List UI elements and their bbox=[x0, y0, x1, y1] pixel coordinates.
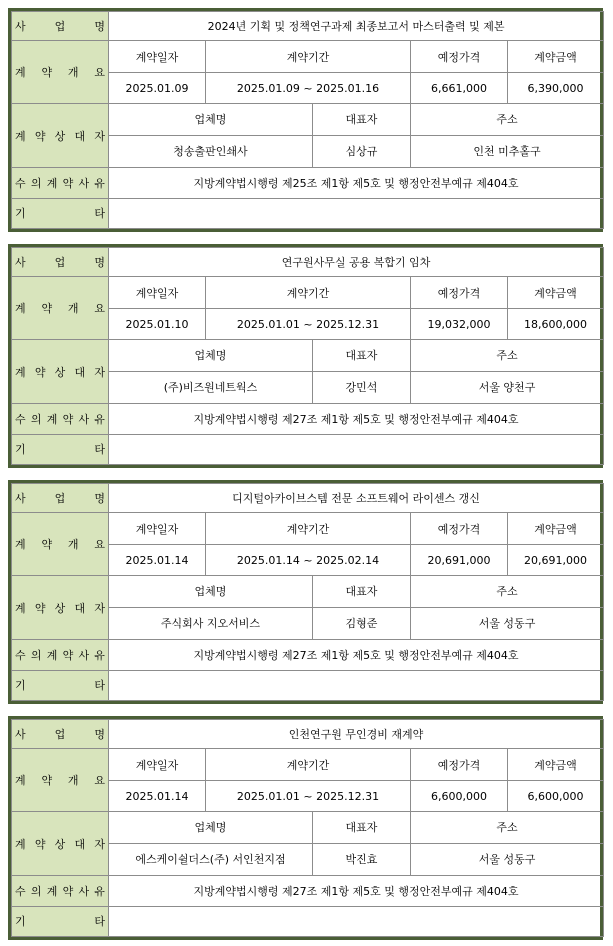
label-char: 약 bbox=[62, 884, 74, 898]
contract-period-header: 계약기간 bbox=[206, 41, 411, 73]
address-value: 서울 성동구 bbox=[411, 843, 604, 875]
label-char: 약 bbox=[34, 601, 46, 615]
label-char: 업 bbox=[54, 20, 66, 34]
label-char: 요 bbox=[94, 66, 105, 80]
reason-label bbox=[12, 403, 109, 434]
estimated-price-value: 6,661,000 bbox=[411, 73, 508, 104]
reason-value: 지방계약법시행령 제27조 제1항 제5호 및 행정안전부예규 제404호 bbox=[109, 875, 604, 906]
etc-value bbox=[109, 434, 604, 464]
representative-value: 강민석 bbox=[313, 371, 411, 403]
contract-record bbox=[8, 8, 603, 232]
label-char: 의 bbox=[30, 176, 42, 190]
contract-date-header: 계약일자 bbox=[109, 41, 206, 73]
label-char: 사 bbox=[15, 20, 26, 34]
label-char: 계 bbox=[46, 412, 58, 426]
contract-record bbox=[8, 244, 603, 468]
contract-period-value: 2025.01.14 ~ 2025.02.14 bbox=[206, 545, 411, 576]
etc-label bbox=[12, 198, 109, 228]
contract-date-value: 2025.01.14 bbox=[109, 781, 206, 812]
label-char: 약 bbox=[41, 774, 53, 788]
label-char: 약 bbox=[41, 66, 53, 80]
label-char: 기 bbox=[15, 679, 26, 693]
label-char: 자 bbox=[94, 129, 105, 143]
project-name-label bbox=[12, 484, 109, 513]
representative-value: 박진효 bbox=[313, 843, 411, 875]
label-char: 약 bbox=[41, 302, 53, 316]
label-char: 명 bbox=[94, 728, 105, 742]
contract-date-header: 계약일자 bbox=[109, 749, 206, 781]
etc-label bbox=[12, 670, 109, 700]
contractor-label bbox=[12, 576, 109, 639]
address-value: 서울 성동구 bbox=[411, 607, 604, 639]
project-name-label bbox=[12, 12, 109, 41]
label-char: 계 bbox=[46, 648, 58, 662]
estimated-price-header: 예정가격 bbox=[411, 749, 508, 781]
label-char: 계 bbox=[15, 774, 26, 788]
etc-label bbox=[12, 906, 109, 936]
label-char: 사 bbox=[78, 884, 90, 898]
label-char: 유 bbox=[94, 648, 105, 662]
label-char: 의 bbox=[30, 884, 42, 898]
label-char: 대 bbox=[74, 129, 86, 143]
label-char: 약 bbox=[41, 538, 53, 552]
contract-record bbox=[8, 480, 603, 704]
label-char: 사 bbox=[78, 412, 90, 426]
label-char: 명 bbox=[94, 20, 105, 34]
contract-date-value: 2025.01.09 bbox=[109, 73, 206, 104]
label-char: 자 bbox=[94, 837, 105, 851]
label-char: 유 bbox=[94, 176, 105, 190]
estimated-price-value: 6,600,000 bbox=[411, 781, 508, 812]
contract-overview-label bbox=[12, 277, 109, 340]
label-char: 유 bbox=[94, 884, 105, 898]
reason-label bbox=[12, 639, 109, 670]
label-char: 의 bbox=[30, 648, 42, 662]
reason-value: 지방계약법시행령 제25조 제1항 제5호 및 행정안전부예규 제404호 bbox=[109, 167, 604, 198]
label-char: 기 bbox=[15, 443, 26, 457]
label-char: 요 bbox=[94, 774, 105, 788]
contract-overview-label bbox=[12, 513, 109, 576]
label-char: 약 bbox=[34, 365, 46, 379]
reason-value: 지방계약법시행령 제27조 제1항 제5호 및 행정안전부예규 제404호 bbox=[109, 639, 604, 670]
label-char: 유 bbox=[94, 412, 105, 426]
company-name-header: 업체명 bbox=[109, 340, 313, 371]
address-header: 주소 bbox=[411, 340, 604, 371]
contractor-label bbox=[12, 104, 109, 167]
representative-value: 김형준 bbox=[313, 607, 411, 639]
label-char: 개 bbox=[67, 66, 79, 80]
label-char: 개 bbox=[67, 774, 79, 788]
company-name-value: 주식회사 지오서비스 bbox=[109, 607, 313, 639]
estimated-price-header: 예정가격 bbox=[411, 513, 508, 545]
etc-label bbox=[12, 434, 109, 464]
company-name-value: 청송출판인쇄사 bbox=[109, 135, 313, 167]
label-char: 계 bbox=[15, 66, 26, 80]
label-char: 계 bbox=[15, 601, 26, 615]
contract-period-header: 계약기간 bbox=[206, 277, 411, 309]
contract-period-header: 계약기간 bbox=[206, 513, 411, 545]
label-char: 수 bbox=[15, 648, 26, 662]
label-char: 업 bbox=[54, 492, 66, 506]
estimated-price-value: 20,691,000 bbox=[411, 545, 508, 576]
contract-amount-value: 6,600,000 bbox=[508, 781, 604, 812]
contract-table bbox=[11, 483, 604, 701]
company-name-value: 에스케이쉴더스(주) 서인천지점 bbox=[109, 843, 313, 875]
label-char: 상 bbox=[54, 837, 66, 851]
label-char: 수 bbox=[15, 176, 26, 190]
label-char: 기 bbox=[15, 207, 26, 221]
etc-value bbox=[109, 198, 604, 228]
label-char: 약 bbox=[34, 129, 46, 143]
contract-amount-header: 계약금액 bbox=[508, 277, 604, 309]
label-char: 의 bbox=[30, 412, 42, 426]
label-char: 사 bbox=[78, 648, 90, 662]
label-char: 계 bbox=[15, 837, 26, 851]
label-char: 사 bbox=[15, 256, 26, 270]
contract-overview-label bbox=[12, 749, 109, 812]
estimated-price-header: 예정가격 bbox=[411, 41, 508, 73]
contract-amount-header: 계약금액 bbox=[508, 41, 604, 73]
label-char: 대 bbox=[74, 601, 86, 615]
company-name-header: 업체명 bbox=[109, 812, 313, 843]
representative-header: 대표자 bbox=[313, 104, 411, 135]
contract-table bbox=[11, 247, 604, 465]
project-name-value: 인천연구원 무인경비 재계약 bbox=[109, 720, 604, 749]
label-char: 약 bbox=[62, 648, 74, 662]
project-name-label bbox=[12, 720, 109, 749]
project-name-label bbox=[12, 248, 109, 277]
contract-period-header: 계약기간 bbox=[206, 749, 411, 781]
label-char: 계 bbox=[15, 538, 26, 552]
company-name-header: 업체명 bbox=[109, 576, 313, 607]
address-header: 주소 bbox=[411, 104, 604, 135]
company-name-value: (주)비즈원네트웍스 bbox=[109, 371, 313, 403]
contractor-label bbox=[12, 340, 109, 403]
label-char: 계 bbox=[15, 129, 26, 143]
contract-amount-value: 20,691,000 bbox=[508, 545, 604, 576]
label-char: 수 bbox=[15, 884, 26, 898]
contract-date-value: 2025.01.14 bbox=[109, 545, 206, 576]
label-char: 사 bbox=[15, 728, 26, 742]
address-value: 서울 양천구 bbox=[411, 371, 604, 403]
contract-table bbox=[11, 719, 604, 937]
contract-date-value: 2025.01.10 bbox=[109, 309, 206, 340]
label-char: 업 bbox=[54, 256, 66, 270]
estimated-price-value: 19,032,000 bbox=[411, 309, 508, 340]
reason-label bbox=[12, 875, 109, 906]
etc-value bbox=[109, 670, 604, 700]
contract-overview-label bbox=[12, 41, 109, 104]
contract-record bbox=[8, 716, 603, 940]
label-char: 기 bbox=[15, 915, 26, 929]
representative-header: 대표자 bbox=[313, 812, 411, 843]
label-char: 자 bbox=[94, 365, 105, 379]
contract-amount-header: 계약금액 bbox=[508, 749, 604, 781]
label-char: 계 bbox=[46, 176, 58, 190]
contract-period-value: 2025.01.09 ~ 2025.01.16 bbox=[206, 73, 411, 104]
contractor-label bbox=[12, 812, 109, 875]
label-char: 계 bbox=[15, 365, 26, 379]
project-name-value: 연구원사무실 공용 복합기 임차 bbox=[109, 248, 604, 277]
label-char: 명 bbox=[94, 492, 105, 506]
label-char: 사 bbox=[78, 176, 90, 190]
reason-value: 지방계약법시행령 제27조 제1항 제5호 및 행정안전부예규 제404호 bbox=[109, 403, 604, 434]
contract-date-header: 계약일자 bbox=[109, 513, 206, 545]
representative-header: 대표자 bbox=[313, 576, 411, 607]
label-char: 상 bbox=[54, 129, 66, 143]
label-char: 타 bbox=[94, 207, 105, 221]
label-char: 요 bbox=[94, 538, 105, 552]
label-char: 수 bbox=[15, 412, 26, 426]
contract-period-value: 2025.01.01 ~ 2025.12.31 bbox=[206, 309, 411, 340]
reason-label bbox=[12, 167, 109, 198]
label-char: 약 bbox=[34, 837, 46, 851]
label-char: 개 bbox=[67, 302, 79, 316]
label-char: 약 bbox=[62, 176, 74, 190]
label-char: 자 bbox=[94, 601, 105, 615]
label-char: 계 bbox=[15, 302, 26, 316]
label-char: 약 bbox=[62, 412, 74, 426]
label-char: 타 bbox=[94, 679, 105, 693]
project-name-value: 디지털아카이브스템 전문 소프트웨어 라이센스 갱신 bbox=[109, 484, 604, 513]
representative-value: 심상규 bbox=[313, 135, 411, 167]
label-char: 명 bbox=[94, 256, 105, 270]
contract-amount-value: 6,390,000 bbox=[508, 73, 604, 104]
address-header: 주소 bbox=[411, 812, 604, 843]
label-char: 사 bbox=[15, 492, 26, 506]
contract-amount-header: 계약금액 bbox=[508, 513, 604, 545]
etc-value bbox=[109, 906, 604, 936]
label-char: 상 bbox=[54, 365, 66, 379]
label-char: 업 bbox=[54, 728, 66, 742]
representative-header: 대표자 bbox=[313, 340, 411, 371]
estimated-price-header: 예정가격 bbox=[411, 277, 508, 309]
address-value: 인천 미추홀구 bbox=[411, 135, 604, 167]
label-char: 대 bbox=[74, 837, 86, 851]
project-name-value: 2024년 기획 및 정책연구과제 최종보고서 마스터출력 및 제본 bbox=[109, 12, 604, 41]
label-char: 타 bbox=[94, 915, 105, 929]
label-char: 타 bbox=[94, 443, 105, 457]
label-char: 상 bbox=[54, 601, 66, 615]
address-header: 주소 bbox=[411, 576, 604, 607]
contract-period-value: 2025.01.01 ~ 2025.12.31 bbox=[206, 781, 411, 812]
label-char: 개 bbox=[67, 538, 79, 552]
label-char: 요 bbox=[94, 302, 105, 316]
contract-amount-value: 18,600,000 bbox=[508, 309, 604, 340]
label-char: 대 bbox=[74, 365, 86, 379]
contract-date-header: 계약일자 bbox=[109, 277, 206, 309]
contract-table bbox=[11, 11, 604, 229]
label-char: 계 bbox=[46, 884, 58, 898]
company-name-header: 업체명 bbox=[109, 104, 313, 135]
